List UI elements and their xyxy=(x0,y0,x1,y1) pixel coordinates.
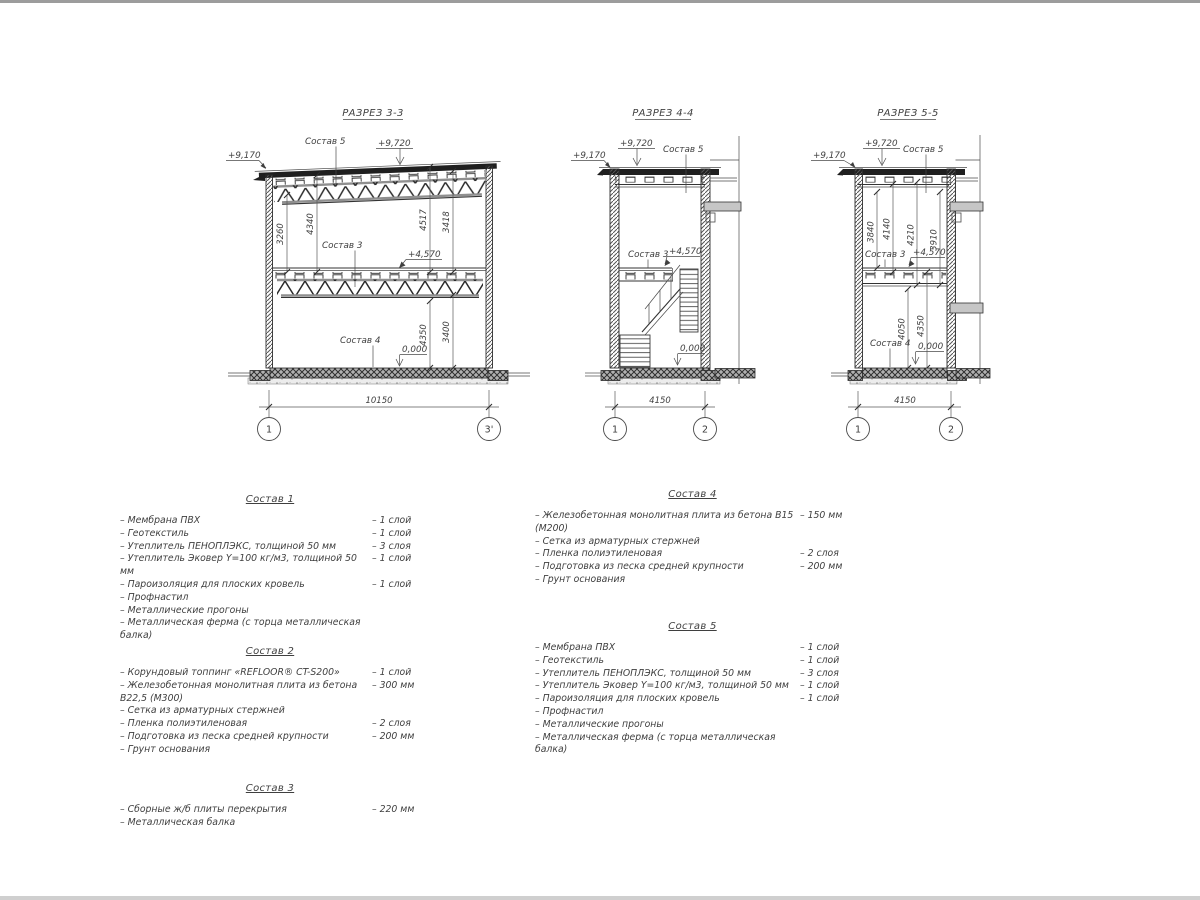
composition-item: – Профнастил xyxy=(120,591,189,603)
label-sostav-5: Состав 5 xyxy=(305,137,346,147)
dim-3260: 3260 xyxy=(276,223,286,245)
elevation-4570: +4,570 xyxy=(408,250,441,260)
dim-3840: 3840 xyxy=(866,221,877,243)
composition-item: – Грунт основания xyxy=(120,743,211,755)
foundation xyxy=(831,368,990,384)
composition-1-items xyxy=(120,515,420,643)
dim-3910: 3910 xyxy=(929,229,940,251)
elevation-9720: +9,720 xyxy=(378,139,411,149)
composition-item: – Мембрана ПВХ – 1 слой xyxy=(535,642,840,653)
section-title: РАЗРЕЗ 4-4 xyxy=(632,108,694,119)
label-sostav-3: Состав 3 xyxy=(322,241,363,251)
section-5-5 xyxy=(805,105,1030,450)
axis-1: 1 xyxy=(265,424,273,436)
window-top-border xyxy=(0,0,1200,3)
axis-markers xyxy=(847,413,963,441)
roof-assembly xyxy=(255,162,502,206)
composition-2 xyxy=(120,646,420,757)
composition-item: – Металлическая ферма (с торца металлическая балка) xyxy=(120,617,361,642)
axis-1: 1 xyxy=(611,424,619,436)
composition-5-items xyxy=(535,642,850,757)
composition-5 xyxy=(535,621,850,757)
composition-item: – Геотекстиль – 1 слой xyxy=(120,527,412,539)
composition-4 xyxy=(535,489,850,587)
width-dimension xyxy=(605,391,715,413)
label-sostav-4: Состав 4 xyxy=(870,339,911,349)
elevation-9170: +9,170 xyxy=(228,151,261,161)
axis-markers xyxy=(258,413,501,441)
section-title: РАЗРЕЗ 5-5 xyxy=(877,108,939,119)
composition-item: – Мембрана ПВХ – 1 слой xyxy=(120,515,412,526)
composition-item: – Корундовый топпинг «REFLOOR® CT-S200» – 1 слой xyxy=(120,667,412,678)
width-dimension xyxy=(259,390,499,413)
dim-4517: 4517 xyxy=(419,209,429,231)
elevation-0000: 0,000 xyxy=(402,345,428,355)
composition-item: – Металлические прогоны xyxy=(535,718,664,730)
composition-item: – Металлическая балка xyxy=(120,816,236,828)
composition-2-items xyxy=(120,667,420,757)
composition-item: – Утеплитель Эковер Y=100 кг/м3, толщиной 50 мм – 1 слой xyxy=(120,553,412,578)
elevation-9720: +9,720 xyxy=(620,139,653,149)
composition-item: – Пленка полиэтиленовая – 2 слоя xyxy=(120,718,411,730)
composition-4-items xyxy=(535,510,850,587)
composition-item: – Утеплитель Эковер Y=100 кг/м3, толщиной 50 мм – 1 слой xyxy=(535,680,840,692)
composition-item: – Пароизоляция для плоских кровель – 1 слой xyxy=(535,693,840,705)
elevation-4570: +4,570 xyxy=(669,247,702,257)
dim-4050: 4050 xyxy=(897,318,908,340)
composition-item: – Утеплитель ПЕНОПЛЭКС, толщиной 50 мм – 3 слоя xyxy=(535,667,839,679)
elevation-0000: 0,000 xyxy=(680,344,706,354)
width-dimension xyxy=(848,391,961,413)
composition-5-title: Состав 5 xyxy=(668,621,717,632)
elevation-0000: 0,000 xyxy=(918,342,944,352)
composition-item: – Утеплитель ПЕНОПЛЭКС, толщиной 50 мм – 3 слоя xyxy=(120,540,411,552)
axis-2: 2 xyxy=(947,424,955,436)
composition-item: – Сетка из арматурных стержней xyxy=(120,705,285,717)
section-5-5-drawing xyxy=(805,105,1030,450)
composition-item: – Железобетонная монолитная плита из бетона В22,5 (М300) – 300 мм xyxy=(120,679,415,704)
mid-floor-truss xyxy=(272,268,486,298)
axis-1: 1 xyxy=(854,424,862,436)
composition-3-title: Состав 3 xyxy=(245,783,295,794)
composition-item: – Сборные ж/б плиты перекрытия – 220 мм xyxy=(120,804,415,815)
elevation-9720: +9,720 xyxy=(865,139,898,149)
dim-4340: 4340 xyxy=(306,213,316,235)
dim-4350: 4350 xyxy=(916,315,927,337)
composition-item: – Пленка полиэтиленовая – 2 слоя xyxy=(535,548,839,560)
dim-10150: 10150 xyxy=(365,396,393,406)
dim-4140: 4140 xyxy=(882,218,893,240)
dim-4350: 4350 xyxy=(419,324,429,346)
composition-3 xyxy=(120,783,420,830)
section-3-3 xyxy=(215,105,535,450)
label-sostav-3: Состав 3 xyxy=(628,250,669,260)
dim-4150: 4150 xyxy=(649,396,671,406)
foundation xyxy=(585,368,755,384)
label-sostav-5: Состав 5 xyxy=(663,145,704,155)
section-title: РАЗРЕЗ 3-3 xyxy=(342,108,404,119)
composition-1 xyxy=(120,494,420,643)
composition-item: – Металлическая ферма (с торца металлическая балка) xyxy=(535,731,776,756)
section-3-3-drawing xyxy=(215,105,535,450)
label-sostav-4: Состав 4 xyxy=(340,336,381,346)
label-sostav-3: Состав 3 xyxy=(865,250,906,260)
mid-floor xyxy=(619,268,673,281)
composition-item: – Профнастил xyxy=(535,705,604,717)
dim-3400: 3400 xyxy=(442,321,452,343)
section-4-4 xyxy=(565,105,790,450)
window-bottom-border xyxy=(0,896,1200,900)
axis-markers xyxy=(604,413,717,441)
section-4-4-drawing xyxy=(565,105,790,450)
composition-4-title: Состав 4 xyxy=(668,489,717,500)
elevation-4570: +4,570 xyxy=(913,248,946,258)
composition-item: – Сетка из арматурных стержней xyxy=(535,535,700,547)
composition-3-items xyxy=(120,804,420,830)
composition-item: – Пароизоляция для плоских кровель – 1 слой xyxy=(120,578,412,590)
composition-item: – Геотекстиль – 1 слой xyxy=(535,654,840,666)
dim-4150: 4150 xyxy=(894,396,916,406)
composition-item: – Грунт основания xyxy=(535,573,626,585)
axis-2: 2 xyxy=(701,424,709,436)
foundation xyxy=(228,368,530,384)
axis-3: 3' xyxy=(484,424,494,436)
dim-3418: 3418 xyxy=(442,211,452,233)
composition-1-title: Состав 1 xyxy=(245,494,295,505)
composition-item: – Металлические прогоны xyxy=(120,604,249,616)
elevation-9170: +9,170 xyxy=(813,151,846,161)
elevation-9170: +9,170 xyxy=(573,151,606,161)
composition-item: – Железобетонная монолитная плита из бетона В15 (М200) – 150 мм xyxy=(535,510,843,534)
composition-item: – Подготовка из песка средней крупности – 200 мм xyxy=(120,730,415,742)
dim-4210: 4210 xyxy=(906,224,917,246)
composition-2-title: Состав 2 xyxy=(245,646,295,657)
label-sostav-5: Состав 5 xyxy=(903,145,944,155)
composition-item: – Подготовка из песка средней крупности – 200 мм xyxy=(535,561,843,573)
